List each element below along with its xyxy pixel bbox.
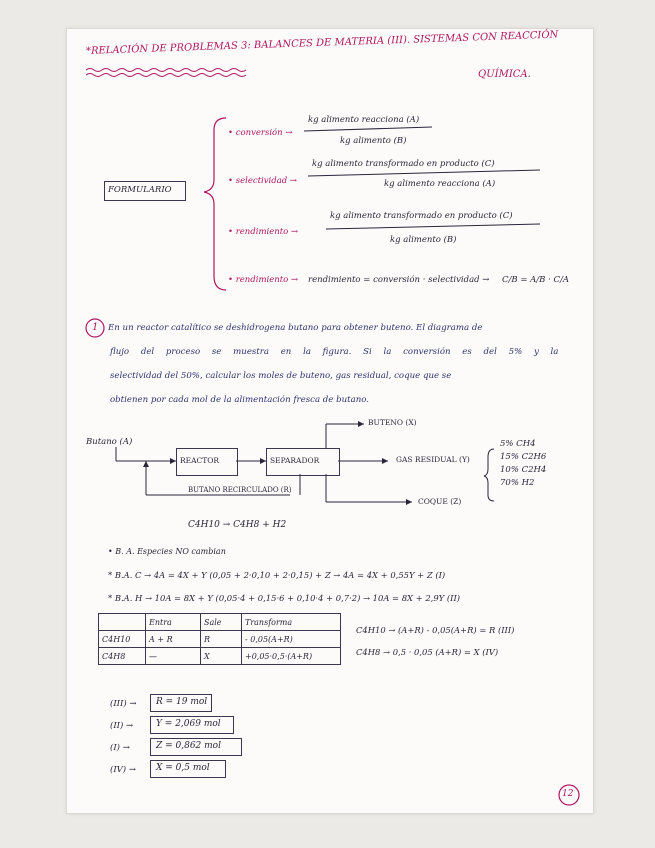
table-header: Entra: [146, 614, 201, 631]
table-header: Transforma: [242, 614, 341, 631]
conversion-denominator: kg alimento (B): [340, 136, 407, 146]
table-cell: - 0,05(A+R): [242, 631, 341, 648]
result-label-y: (II) →: [110, 721, 134, 731]
gas-composition-2: 15% C2H6: [500, 452, 547, 462]
result-label-r: (III) →: [110, 699, 137, 709]
conversion-numerator: kg alimento reacciona (A): [308, 115, 420, 125]
problem-line-1: En un reactor catalítico se deshidrogena butano para obtener buteno. El diagrama de: [108, 323, 483, 333]
problem-number: 1: [92, 322, 99, 333]
result-value-y: Y = 2,069 mol: [156, 719, 221, 729]
gas-composition-1: 5% CH4: [500, 439, 536, 449]
separador-label: SEPARADOR: [270, 456, 320, 465]
coque-label: COQUE (Z): [418, 497, 462, 506]
gas-composition-3: 10% C2H4: [500, 465, 547, 475]
title-line-2: QUÍMICA.: [478, 69, 531, 80]
recirculado-label: BUTANO RECIRCULADO (R): [188, 486, 292, 494]
reactor-label: REACTOR: [180, 456, 220, 465]
balance-note: • B. A. Especies NO cambian: [108, 547, 226, 556]
problem-line-3: selectividad del 50%, calcular los moles de buteno, gas residual, coque que se: [110, 371, 452, 381]
problem-line-4: obtienen por cada mol de la alimentación fresca de butano.: [110, 395, 370, 405]
rendimiento-denominator: kg alimento (B): [390, 235, 457, 245]
result-value-r: R = 19 mol: [156, 697, 208, 707]
problem-line-2: flujo del proceso se muestra en la figura. Si la conversión es del 5% y la: [110, 347, 559, 357]
conversion-label: • conversión →: [228, 128, 293, 138]
formulario-label: FORMULARIO: [108, 185, 172, 195]
gas-composition-4: 70% H2: [500, 478, 535, 488]
reaction-equation: C4H10 → C4H8 + H2: [188, 520, 287, 530]
equation-iii: C4H10 → (A+R) - 0,05(A+R) = R (III): [356, 625, 515, 635]
result-label-z: (I) →: [110, 743, 130, 753]
buteno-output-label: BUTENO (X): [368, 418, 417, 427]
rendimiento-numerator: kg alimento transformado en producto (C): [330, 211, 513, 221]
table-cell: R: [201, 631, 242, 648]
table-cell: C4H8: [99, 648, 146, 665]
selectividad-label: • selectividad →: [228, 176, 298, 186]
selectividad-numerator: kg alimento transformado en producto (C): [312, 159, 495, 169]
rendimiento2-fraction: C/B = A/B · C/A: [502, 275, 569, 285]
butano-input-label: Butano (A): [86, 437, 133, 447]
title-line-1: *RELACIÓN DE PROBLEMAS 3: BALANCES DE MATERIA (III). SISTEMAS CON REACCIÓN: [85, 29, 559, 57]
selectividad-denominator: kg alimento reacciona (A): [384, 179, 496, 189]
rendimiento2-label: • rendimiento →: [228, 275, 299, 285]
table-cell: +0,05·0,5·(A+R): [242, 648, 341, 665]
table-cell: C4H10: [99, 631, 146, 648]
result-value-x: X = 0,5 mol: [156, 763, 210, 773]
equation-iv: C4H8 → 0,5 · 0,05 (A+R) = X (IV): [356, 647, 499, 657]
table-cell: A + R: [146, 631, 201, 648]
rendimiento-label: • rendimiento →: [228, 227, 299, 237]
gas-residual-label: GAS RESIDUAL (Y): [396, 455, 470, 464]
balance-carbon: * B.A. C → 4A = 4X + Y (0,05 + 2·0,10 + 2·0,15) + Z → 4A = 4X + 0,55Y + Z (I): [108, 570, 446, 580]
result-value-z: Z = 0,862 mol: [156, 741, 221, 751]
rendimiento2-expression: rendimiento = conversión · selectividad →: [308, 275, 490, 285]
table-header: Sale: [201, 614, 242, 631]
table-cell: X: [201, 648, 242, 665]
table-cell: —: [146, 648, 201, 665]
balance-hydrogen: * B.A. H → 10A = 8X + Y (0,05·4 + 0,15·6 + 0,10·4 + 0,7·2) → 10A = 8X + 2,9Y (II): [108, 593, 461, 603]
page-number: 12: [562, 789, 574, 799]
result-label-x: (IV) →: [110, 765, 136, 775]
